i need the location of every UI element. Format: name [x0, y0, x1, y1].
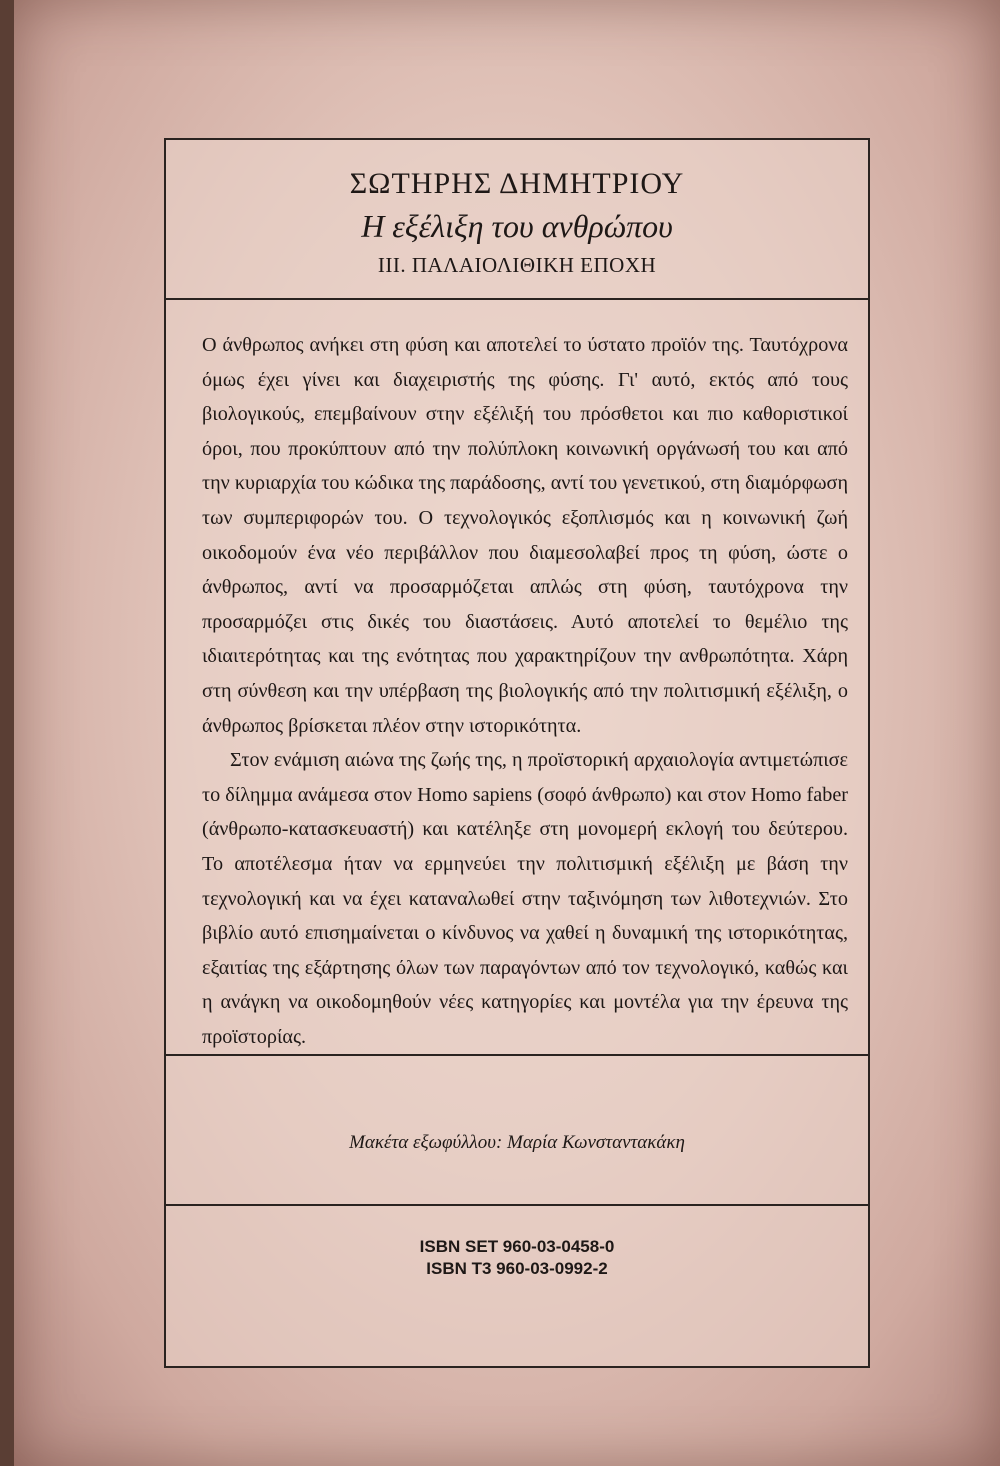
text-frame — [164, 138, 870, 1368]
isbn-block — [166, 1206, 868, 1280]
title-block — [166, 140, 868, 300]
cover-design-credit: Μακέτα εξωφύλλου: Μαρία Κωνσταντακάκη — [349, 1132, 685, 1153]
isbn-volume: ISBN T3 960-03-0992-2 — [426, 1259, 608, 1278]
isbn-set: ISBN SET 960-03-0458-0 — [419, 1237, 615, 1256]
blurb-paragraph: Ο άνθρωπος ανήκει στη φύση και αποτελεί το ύστατο προϊόν της. Ταυτόχρονα όμως έχει γίνει και διαχειριστής της φύσης. Γι' αυτό, εκτός από τους βιολογικούς, επεμβαίνουν στην εξέλιξή του πρόσθετοι και πιο καθοριστικοί όροι, που προκύπτουν από την πολύπλοκη κοινωνική οργάνωσή του και από την κυριαρχία του κώδικα της παράδοσης, αντί του γενετικού, στη διαμόρφωση των συμπεριφορών του. Ο τεχνολογικός εξοπλισμός και η κοινωνική ζωή οικοδομούν ένα νέο περιβάλλον που διαμεσολαβεί προς τη φύση, ώστε ο άνθρωπος, αντί να προσαρμόζεται απλώς στη φύση, ταυτόχρονα την προσαρμόζει στις δικές του διαστάσεις. Αυτό αποτελεί το θεμέλιο της ιδιαιτερότητας και της ενότητας που χαρακτηρίζουν την ανθρωπότητα. Χάρη στη σύνθεση και την υπέρβαση της βιολογικής από την πολιτισμική εξέλιξη, ο άνθρωπος βρίσκεται πλέον στην ιστορικότητα. — [202, 334, 848, 737]
blurb-paragraph: Στον ενάμιση αιώνα της ζωής της, η προϊστορική αρχαιολογία αντιμετώπισε το δίλημμα ανάμεσα στον Homo sapiens (σοφό άνθρωπο) και στον Homo faber (άνθρωπο-κατασκευαστή) και κατέληξε στη μονομερή εκλογή του δεύτερου. Το αποτέλεσμα ήταν να ερμηνεύει την πολιτισμική εξέλιξη με βάση την τεχνολογική και να έχει καταναλωθεί στην ταξινόμηση των λιθοτεχνιών. Στο βιβλίο αυτό επισημαίνεται ο κίνδυνος να χαθεί η δυναμική της ιστορικότητας, εξαιτίας της εξάρτησης όλων των παραγόντων από τον τεχνολογικό, καθώς και η ανάγκη να οικοδομηθούν νέες κατηγορίες και μοντέλα για την έρευνα της προϊστορίας. — [202, 749, 848, 1048]
volume-subtitle: III. ΠΑΛΑΙΟΛΙΘΙΚΗ ΕΠΟΧΗ — [377, 253, 657, 277]
book-back-cover — [14, 0, 1000, 1466]
blurb-block — [166, 300, 868, 1056]
author-name: ΣΩΤΗΡΗΣ ΔΗΜΗΤΡΙΟΥ — [349, 167, 685, 200]
book-title: Η εξέλιξη του ανθρώπου — [361, 208, 673, 244]
credits-block — [166, 1056, 868, 1206]
